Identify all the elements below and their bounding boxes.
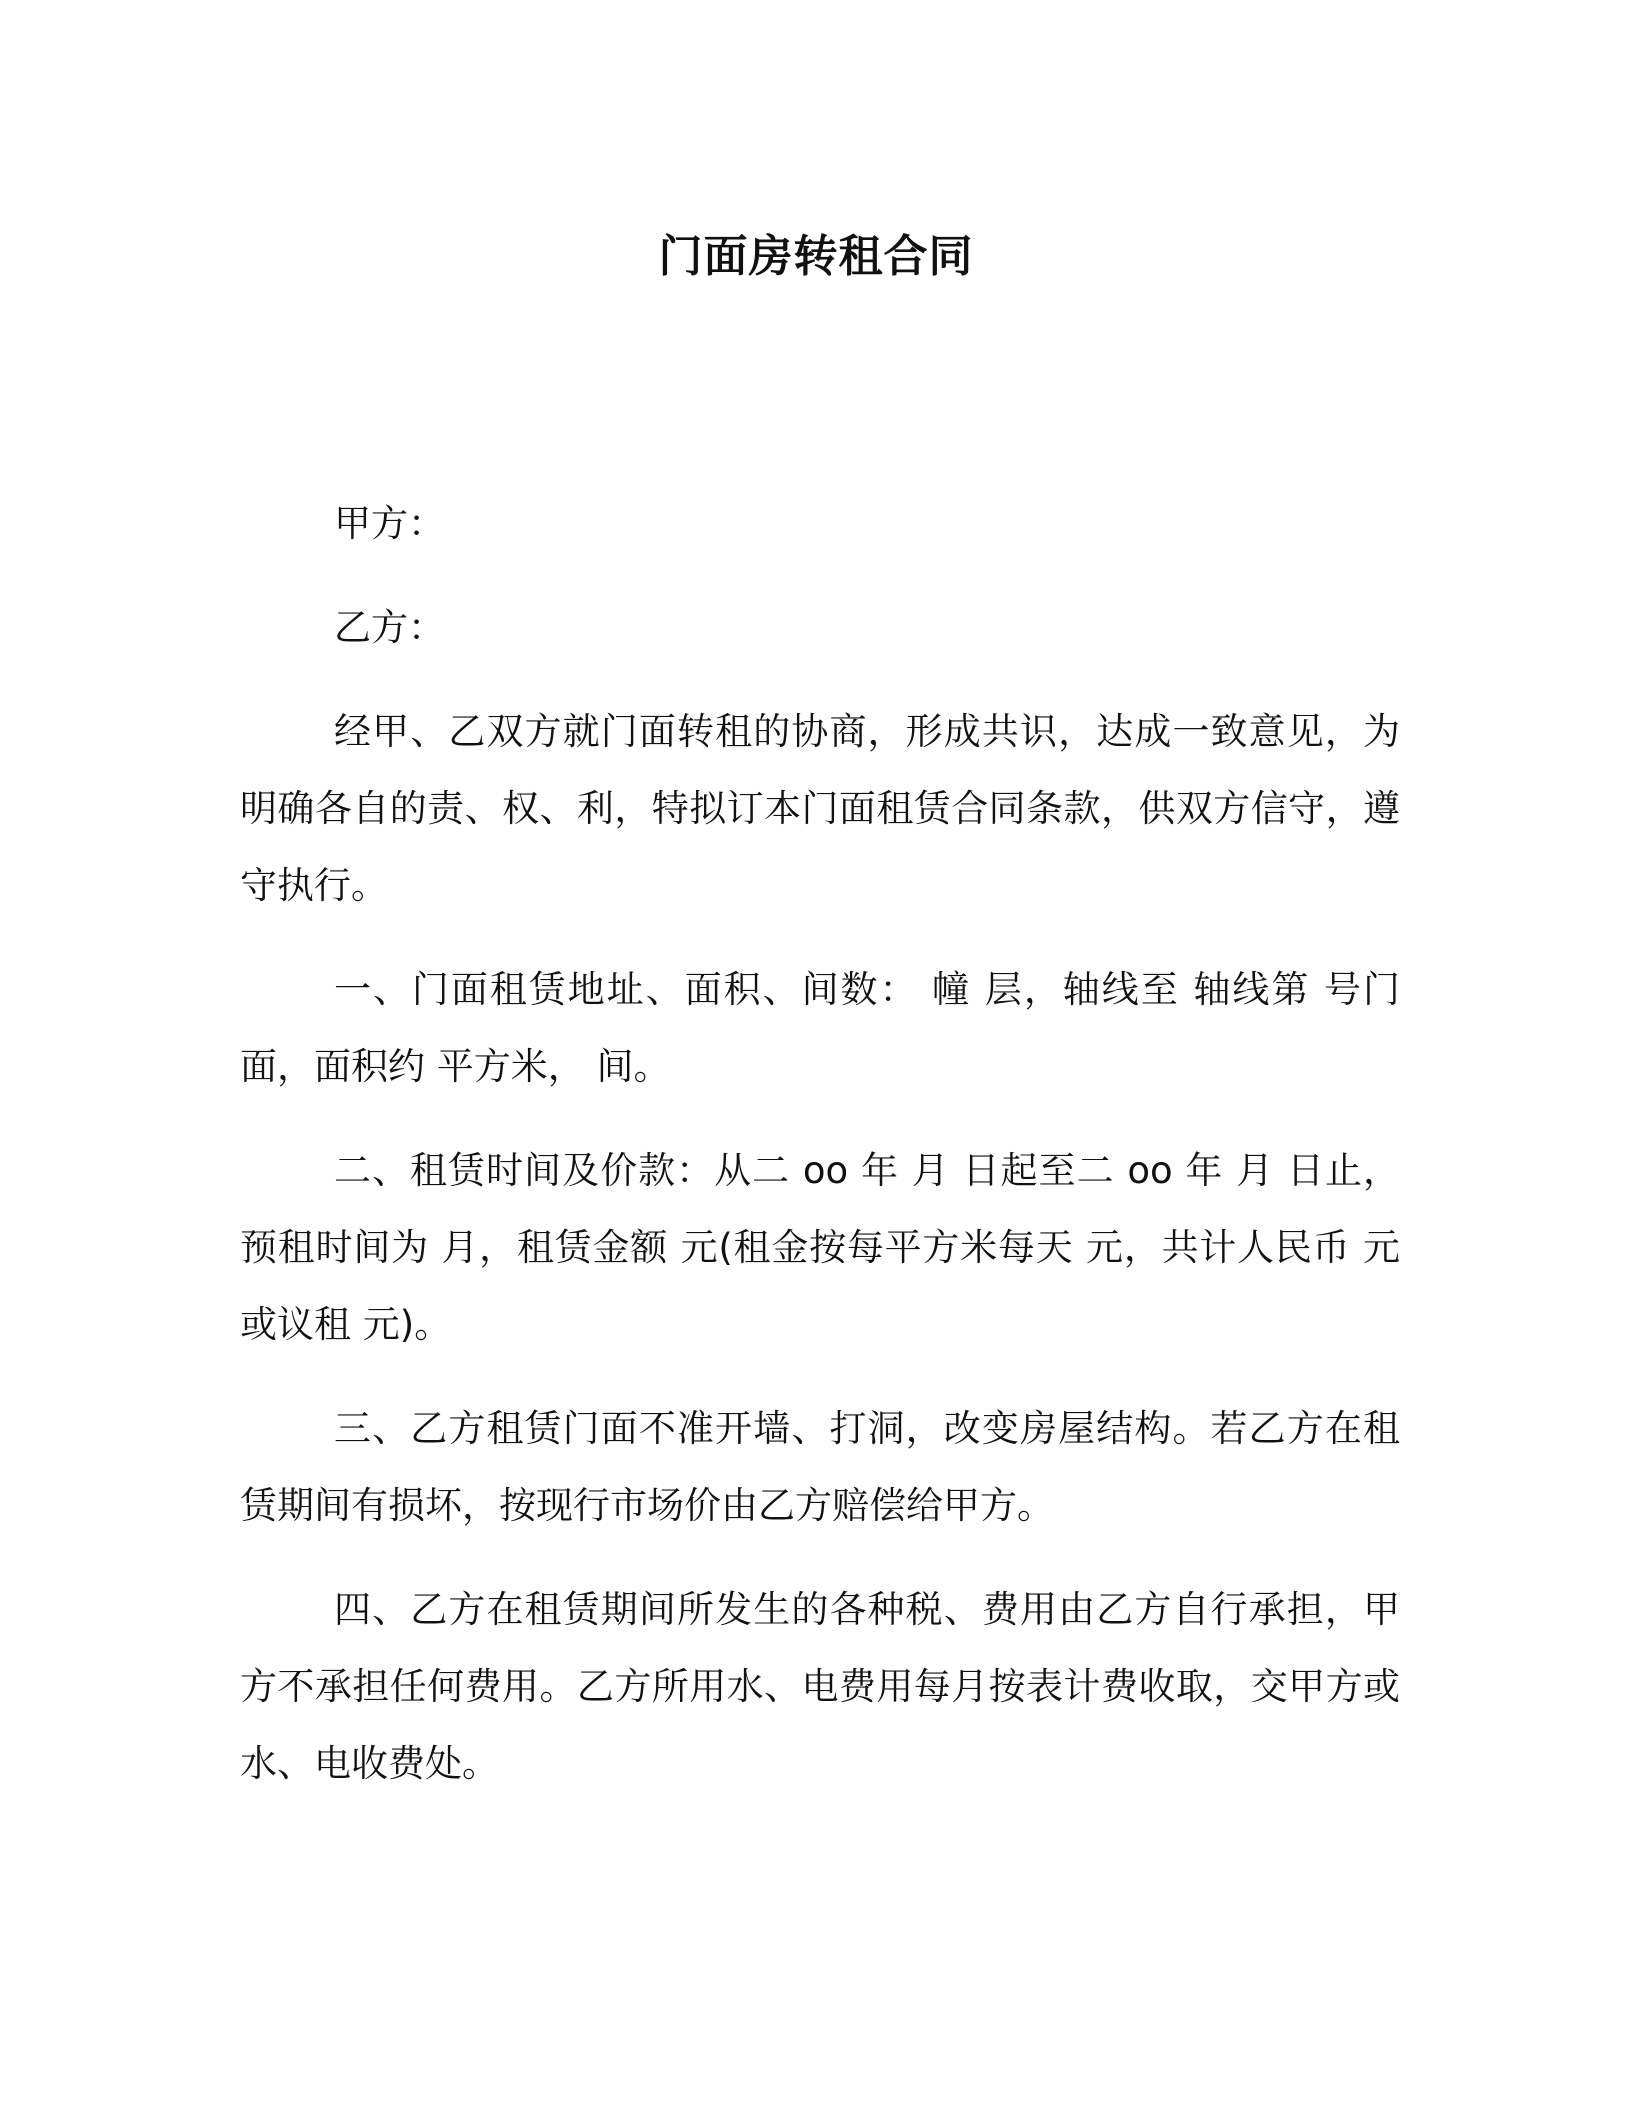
document-body	[240, 485, 1400, 1829]
paragraph-clause-1: 一、门面租赁地址、面积、间数： 幢 层，轴线至 轴线第 号门面，面积约 平方米， 间。	[240, 968, 1400, 1088]
paragraph-clause-4: 四、乙方在租赁期间所发生的各种税、费用由乙方自行承担，甲方不承担任何费用。乙方所用水、电费用每月按表计费收取，交甲方或水、电收费处。	[240, 1588, 1400, 1785]
paragraph-clause-3: 三、乙方租赁门面不准开墙、打洞，改变房屋结构。若乙方在租赁期间有损坏，按现行市场价由乙方赔偿给甲方。	[240, 1407, 1400, 1527]
party-b-line: 乙方：	[334, 606, 445, 649]
paragraph-intro: 经甲、乙双方就门面转租的协商，形成共识，达成一致意见，为明确各自的责、权、利，特拟订本门面租赁合同条款，供双方信守，遵守执行。	[240, 710, 1400, 907]
document-title: 门面房转租合同	[658, 231, 974, 282]
paragraph-clause-2: 二、租赁时间及价款：从二 oo 年 月 日起至二 oo 年 月 日止，预租时间为 月，租赁金额 元(租金按每平方米每天 元，共计人民币 元或议租 元)。	[240, 1149, 1400, 1346]
party-a-line: 甲方：	[334, 502, 445, 545]
